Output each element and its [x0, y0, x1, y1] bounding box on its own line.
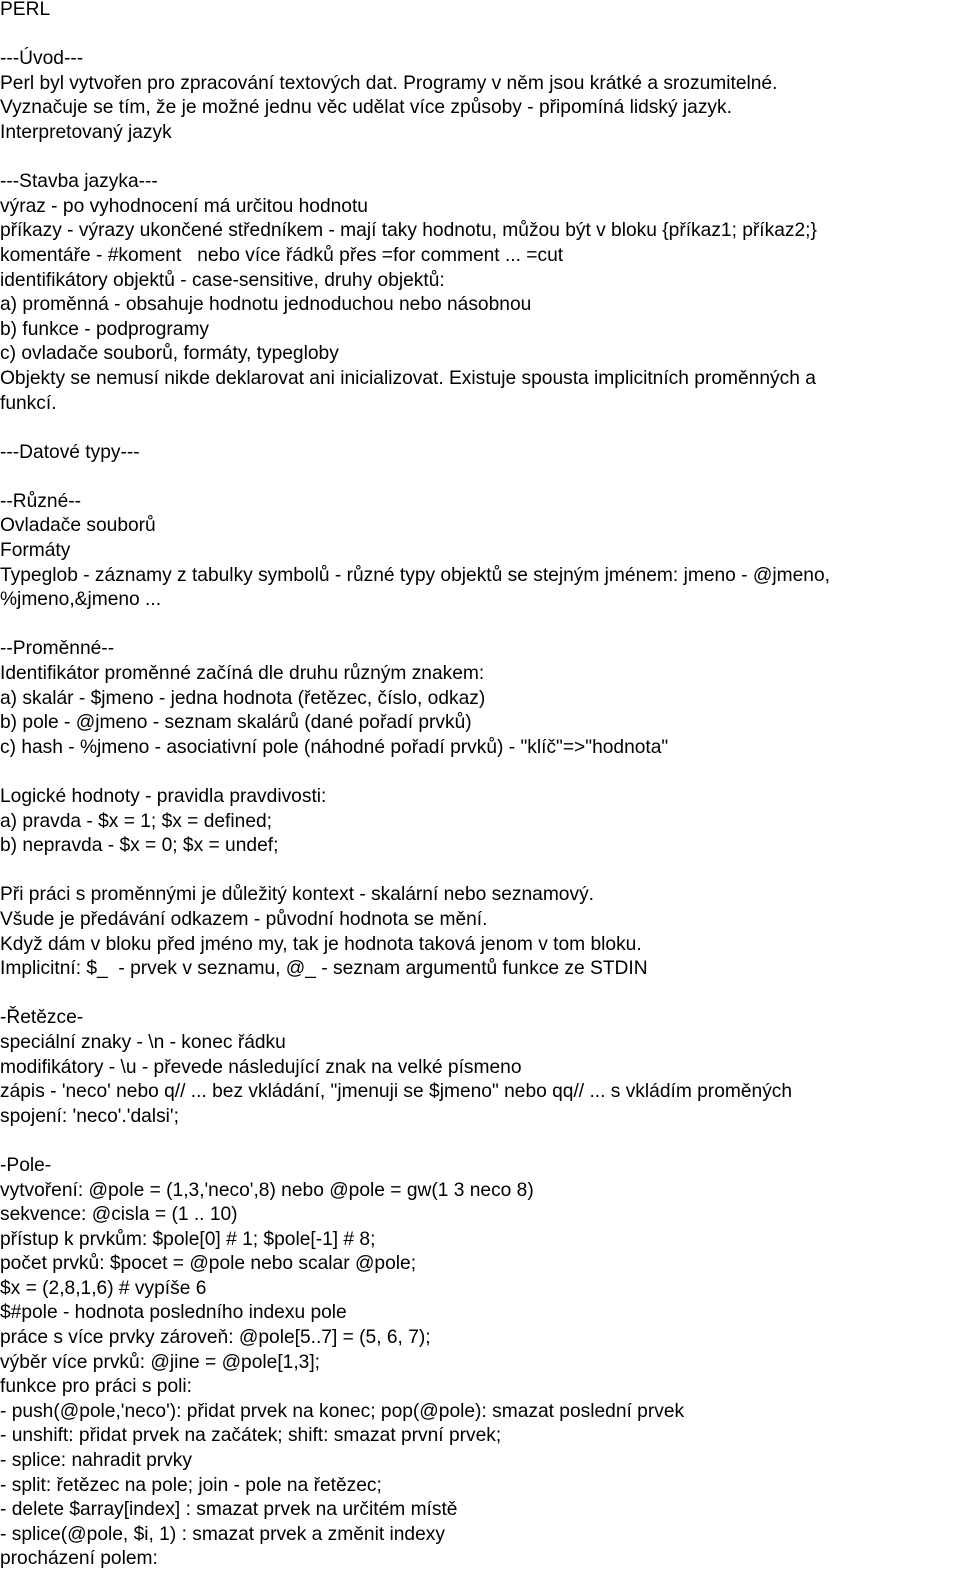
text-line: - delete $array[index] : smazat prvek na určitém místě	[0, 1499, 458, 1521]
text-line: Implicitní: $_ - prvek v seznamu, @_ - seznam argumentů funkce ze STDIN	[0, 958, 648, 980]
text-line: - split: řetězec na pole; join - pole na řetězec;	[0, 1474, 382, 1496]
text-line: Všude je předávání odkazem - původní hodnota se mění.	[0, 908, 488, 930]
text-section	[0, 170, 960, 416]
section-line-first: Při práci s proměnnými je důležitý kontext - skalární nebo seznamový.	[0, 884, 594, 906]
text-line: c) hash - %jmeno - asociativní pole (náhodné pořadí prvků) - "klíč"=>"hodnota"	[0, 736, 669, 758]
text-section	[0, 785, 960, 859]
text-line: Interpretovaný jazyk	[0, 121, 172, 143]
text-line: Identifikátor proměnné začíná dle druhu různým znakem:	[0, 663, 485, 685]
text-line: b) pole - @jmeno - seznam skalárů (dané pořadí prvků)	[0, 712, 472, 734]
text-line: příkazy - výrazy ukončené středníkem - mají taky hodnotu, můžou být v bloku {příkaz1; příkaz2;}	[0, 220, 817, 242]
document-body	[0, 47, 960, 1572]
text-line: - splice(@pole, $i, 1) : smazat prvek a změnit indexy	[0, 1523, 445, 1545]
text-line: %jmeno,&jmeno ...	[0, 589, 162, 611]
text-line: výběr více prvků: @jine = @pole[1,3];	[0, 1351, 320, 1373]
text-line: počet prvků: $pocet = @pole nebo scalar @pole;	[0, 1253, 417, 1275]
text-line: identifikátory objektů - case-sensitive, druhy objektů:	[0, 269, 445, 291]
text-line: vytvoření: @pole = (1,3,'neco',8) nebo @pole = gw(1 3 neco 8)	[0, 1179, 534, 1201]
text-line: Ovladače souborů	[0, 515, 156, 537]
text-line: výraz - po vyhodnocení má určitou hodnotu	[0, 195, 368, 217]
text-line: Vyznačuje se tím, že je možné jednu věc udělat více způsoby - připomíná lidský jazyk.	[0, 97, 732, 119]
text-section	[0, 441, 960, 466]
text-line: - push(@pole,'neco'): přidat prvek na konec; pop(@pole): smazat poslední prvek	[0, 1400, 685, 1422]
text-section	[0, 883, 960, 981]
text-section	[0, 637, 960, 760]
text-line: spojení: 'neco'.'dalsi';	[0, 1105, 179, 1127]
section-line-first: --Různé--	[0, 490, 82, 512]
text-line: funkce pro práci s poli:	[0, 1376, 192, 1398]
text-section	[0, 1154, 960, 1572]
text-line: b) nepravda - $x = 0; $x = undef;	[0, 835, 279, 857]
text-section	[0, 490, 960, 613]
text-line: Objekty se nemusí nikde deklarovat ani inicializovat. Existuje spousta implicitních proměnných a	[0, 367, 816, 389]
section-line-first: ---Datové typy---	[0, 441, 140, 463]
section-line-first: -Řetězce-	[0, 1007, 84, 1029]
text-line: a) pravda - $x = 1; $x = defined;	[0, 810, 272, 832]
text-line: sekvence: @cisla = (1 .. 10)	[0, 1204, 238, 1226]
text-section	[0, 47, 960, 145]
text-line: zápis - 'neco' nebo q// ... bez vkládání, "jmenuji se $jmeno" nebo qq// ... s vkládím proměných	[0, 1081, 793, 1103]
text-line: Typeglob - záznamy z tabulky symbolů - různé typy objektů se stejným jménem: jmeno - @jmeno,	[0, 564, 830, 586]
text-line: a) proměnná - obsahuje hodnotu jednoduchou nebo násobnou	[0, 294, 532, 316]
text-line: - splice: nahradit prvky	[0, 1450, 192, 1472]
text-line: $#pole - hodnota posledního indexu pole	[0, 1302, 347, 1324]
text-line: Když dám v bloku před jméno my, tak je hodnota taková jenom v tom bloku.	[0, 933, 642, 955]
text-line: speciální znaky - \n - konec řádku	[0, 1031, 286, 1053]
text-line: b) funkce - podprogramy	[0, 318, 210, 340]
section-line-first: -Pole-	[0, 1154, 52, 1176]
section-line-first: ---Úvod---	[0, 48, 84, 70]
text-line: $x = (2,8,1,6) # vypíše 6	[0, 1277, 207, 1299]
text-line: - unshift: přidat prvek na začátek; shift: smazat první prvek;	[0, 1425, 502, 1447]
text-line: funkcí.	[0, 392, 57, 414]
text-section	[0, 1006, 960, 1129]
text-line: práce s více prvky zároveň: @pole[5..7] = (5, 6, 7);	[0, 1327, 431, 1349]
section-line-first: --Proměnné--	[0, 638, 115, 660]
text-line: procházení polem:	[0, 1548, 158, 1570]
text-line: Perl byl vytvořen pro zpracování textových dat. Programy v něm jsou krátké a srozumitelné.	[0, 72, 778, 94]
text-line: komentáře - #koment nebo více řádků přes =for comment ... =cut	[0, 244, 564, 266]
section-line-first: ---Stavba jazyka---	[0, 171, 158, 193]
text-line: přístup k prvkům: $pole[0] # 1; $pole[-1] # 8;	[0, 1228, 376, 1250]
section-line-first: Logické hodnoty - pravidla pravdivosti:	[0, 786, 327, 807]
text-line: modifikátory - \u - převede následující znak na velké písmeno	[0, 1056, 522, 1078]
text-line: c) ovladače souborů, formáty, typegloby	[0, 343, 339, 365]
document-title: PERL	[0, 0, 51, 20]
text-line: Formáty	[0, 540, 71, 562]
text-line: a) skalár - $jmeno - jedna hodnota (řetězec, číslo, odkaz)	[0, 687, 486, 709]
